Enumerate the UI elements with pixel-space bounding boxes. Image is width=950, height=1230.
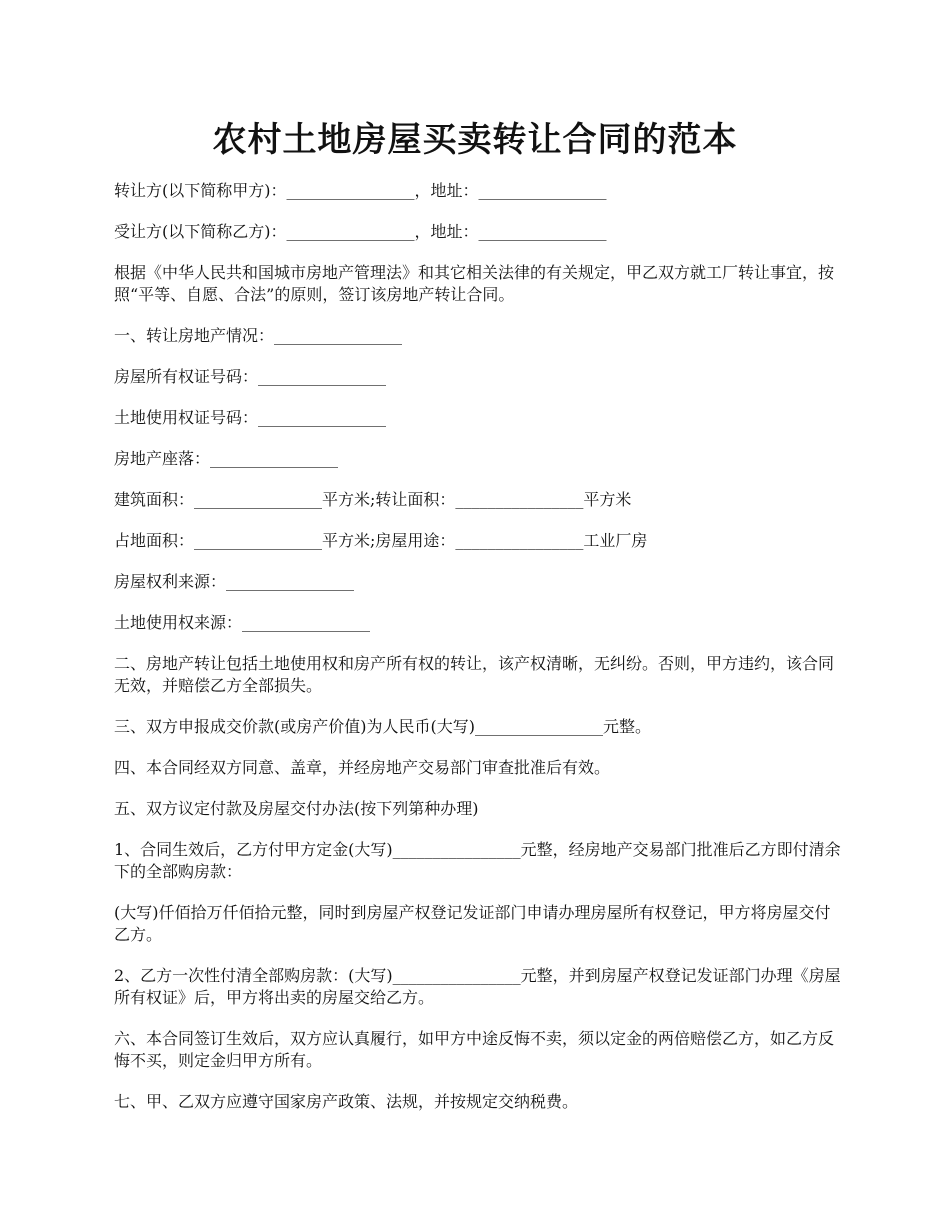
paragraph-section-5: 五、双方议定付款及房屋交付办法(按下列第种办理) (114, 799, 479, 818)
paragraph-building-area: 建筑面积：________________平方米;转让面积：________________平方米 (114, 490, 632, 509)
document-title: 农村土地房屋买卖转让合同的范本 (212, 120, 738, 160)
paragraph-payment-option-1: 1、合同生效后，乙方付甲方定金(大写)________________元整，经房地产交易部门批准后乙方即付清余下的全部购房款： (114, 840, 841, 881)
paragraph-section-1: 一、转让房地产情况：________________ (114, 326, 403, 345)
paragraph-location: 房地产座落：________________ (114, 449, 339, 468)
paragraph-preamble: 根据《中华人民共和国城市房地产管理法》和其它相关法律的有关规定，甲乙双方就工厂转让事宜，按照“平等、自愿、合法”的原则，签订该房地产转让合同。 (114, 263, 835, 304)
paragraph-payment-option-1-cont: (大写)仟佰拾万仟佰拾元整，同时到房屋产权登记发证部门申请办理房屋所有权登记，甲方将房屋交付乙方。 (114, 903, 831, 944)
paragraph-land-certificate: 土地使用权证号码：________________ (114, 408, 387, 427)
paragraph-land-rights-source: 土地使用权来源：________________ (114, 613, 371, 632)
paragraph-section-2: 二、房地产转让包括土地使用权和房产所有权的转让，该产权清晰，无纠纷。否则，甲方违约，该合同无效，并赔偿乙方全部损失。 (114, 654, 835, 695)
paragraph-transferor: 转让方(以下简称甲方)：________________，地址：________________ (114, 181, 607, 200)
document-body (114, 180, 842, 1132)
paragraph-land-area: 占地面积：________________平方米;房屋用途：________________工业厂房 (114, 531, 648, 550)
paragraph-ownership-certificate: 房屋所有权证号码：________________ (114, 367, 387, 386)
paragraph-section-4: 四、本合同经双方同意、盖章，并经房地产交易部门审查批准后有效。 (114, 758, 611, 777)
paragraph-section-7: 七、甲、乙双方应遵守国家房产政策、法规，并按规定交纳税费。 (114, 1092, 579, 1111)
paragraph-section-3: 三、双方申报成交价款(或房产价值)为人民币(大写)________________元整。 (114, 717, 651, 736)
paragraph-payment-option-2: 2、乙方一次性付清全部购房款：(大写)________________元整，并到房屋产权登记发证部门办理《房屋所有权证》后，甲方将出卖的房屋交给乙方。 (114, 966, 841, 1007)
paragraph-transferee: 受让方(以下简称乙方)：________________，地址：________________ (114, 222, 607, 241)
paragraph-section-6: 六、本合同签订生效后，双方应认真履行，如甲方中途反悔不卖，须以定金的两倍赔偿乙方，如乙方反悔不买，则定金归甲方所有。 (114, 1029, 835, 1070)
paragraph-house-rights-source: 房屋权利来源：________________ (114, 572, 355, 591)
